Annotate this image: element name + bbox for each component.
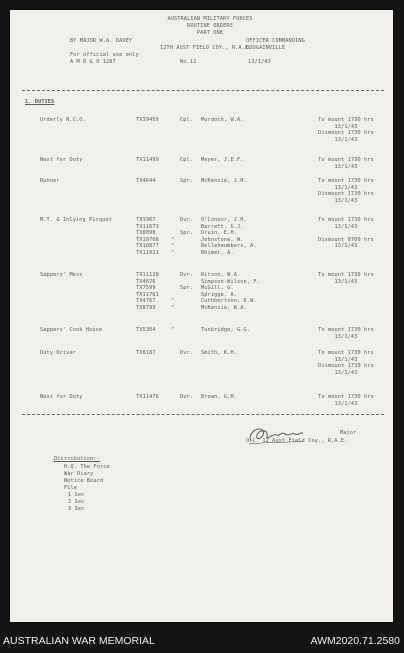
- duty-nums-cell: TX11761: [136, 291, 159, 298]
- duty-times-column: [306, 157, 386, 170]
- footer-accession: AWM2020.71.2580: [310, 635, 400, 647]
- distribution-item: File: [64, 485, 78, 491]
- duty-names-cell: Cuthbertson, K.W.: [201, 298, 257, 304]
- duty-ranks-column: [180, 350, 193, 357]
- distribution-item: War Diary: [64, 471, 94, 477]
- duty-times-cell: To mount 1730 hrs: [318, 157, 374, 163]
- duty-nums-cell: TX11499: [136, 157, 159, 163]
- duty-nums-cell: TX11476: [136, 394, 159, 400]
- duty-names-cell: Johnstone, W.: [201, 236, 244, 243]
- duty-name: Orderly N.C.O.: [40, 117, 86, 123]
- duty-ranks-column: [180, 117, 193, 124]
- signature-icon: [245, 423, 305, 449]
- duty-ranks-cell: Spr.: [180, 230, 194, 236]
- duty-names-column: [201, 157, 244, 164]
- duty-names-cell: Barrett, G.J.: [201, 223, 244, 230]
- duty-nums-cell: TX8898: [136, 230, 156, 236]
- header-by-line: BY MAJOR W.A. DAVEY: [70, 38, 133, 44]
- duty-marks-column: [171, 327, 174, 334]
- duty-nums-cell: TX11673: [136, 223, 159, 230]
- duty-times-cell: 13/1/43: [334, 243, 358, 249]
- duty-names-cell: Sprigge, A.: [201, 291, 238, 298]
- duty-names-column: [201, 327, 250, 334]
- duty-name: Duty Driver: [40, 350, 77, 356]
- duty-nums-cell: TX10877: [136, 243, 159, 249]
- duty-ranks-cell: Dvr.: [180, 272, 194, 278]
- duty-times-cell: 13/1/43: [334, 136, 358, 143]
- duty-names-column: [201, 117, 244, 124]
- duty-nums-cell: TX4644: [136, 178, 156, 184]
- distribution-item: 1 Sec: [68, 492, 85, 498]
- duty-times-cell: 13/1/43: [334, 163, 358, 170]
- duty-ranks-cell: Dvr.: [180, 394, 194, 400]
- duty-ranks-cell: [180, 305, 193, 312]
- duty-times-cell: Dismount 0700 hrs: [318, 236, 374, 243]
- duty-times-cell: 13/1/43: [334, 369, 358, 376]
- duty-names-cell: Rhimer, A.: [201, 249, 234, 256]
- duty-names-cell: Tunbridge, G.G.: [201, 327, 251, 333]
- duty-nums-column: [136, 350, 156, 357]
- section-title: 1. DUTIES: [25, 99, 55, 105]
- header-date: 13/1/43: [248, 59, 271, 65]
- duty-marks-column: [171, 272, 174, 311]
- duty-marks-column: [171, 217, 174, 256]
- duty-nums-cell: TX39459: [136, 117, 159, 123]
- duty-times-cell: 13/1/43: [334, 223, 358, 230]
- duty-names-cell: Ritson, W.A.: [201, 272, 241, 278]
- duty-times-cell: 13/1/43: [334, 197, 358, 204]
- duty-times-cell: Dismount 1730 hrs: [318, 363, 374, 369]
- duty-times-cell: Dismount 1730 hrs: [318, 130, 374, 136]
- duty-nums-cell: TX7599: [136, 285, 156, 291]
- duty-names-cell: Murdoch, W.A.: [201, 117, 244, 123]
- duty-times-cell: 13/1/43: [334, 184, 358, 191]
- header-by-title: OFFICER COMMANDING: [246, 38, 305, 44]
- duty-names-column: [201, 178, 247, 185]
- duty-ranks-cell: Cpl.: [180, 157, 194, 163]
- header-title: AUSTRALIAN MILITARY FORCES: [167, 16, 253, 22]
- duty-times-cell: 13/1/43: [334, 400, 358, 407]
- duty-ranks-column: [180, 217, 193, 256]
- duty-names-cell: Brown, G.H.: [201, 394, 238, 400]
- duty-times-column: [306, 178, 386, 204]
- duty-times-column: [306, 327, 386, 340]
- duty-times-cell: To mount 1730 hrs: [318, 327, 374, 333]
- footer-source: AUSTRALIAN WAR MEMORIAL: [3, 635, 155, 647]
- duty-name: Next for Duty: [40, 394, 83, 400]
- duty-nums-column: [136, 178, 156, 185]
- duty-nums-cell: TX8799: [136, 304, 156, 311]
- duty-ranks-cell: Spr.: [180, 178, 194, 184]
- duty-times-cell: 13/1/43: [334, 356, 358, 363]
- duty-nums-column: [136, 157, 159, 164]
- duty-names-cell: McKenzie, W.A.: [201, 304, 247, 311]
- duty-names-cell: Smith, K.H.: [201, 350, 238, 356]
- duty-times-cell: To mount 1730 hrs: [318, 350, 374, 356]
- distribution-item: 3 Sec: [68, 506, 85, 512]
- duty-nums-cell: TX1967: [136, 217, 156, 223]
- header-unit: 12TH AUST FIELD COY., R.A.E.: [160, 45, 252, 51]
- duty-name: M.T. & Inlying Picquet: [40, 217, 113, 223]
- duty-ranks-cell: Cpl.: [180, 117, 194, 123]
- duty-names-cell: O'Connor, J.H.: [201, 217, 247, 223]
- duty-names-cell: McKenzie, J.H.: [201, 178, 247, 184]
- duty-names-cell: Belleheumbers, A.: [201, 243, 257, 249]
- duty-names-cell: Simpson-Wilson, F.: [201, 278, 260, 285]
- duty-name: Sappers' Cook House: [40, 327, 103, 333]
- duty-times-cell: 13/1/43: [334, 123, 358, 130]
- divider-bottom: [22, 414, 384, 415]
- duty-nums-column: [136, 117, 159, 124]
- duty-ranks-column: [180, 157, 193, 164]
- duty-times-cell: To mount 1730 hrs: [318, 272, 374, 278]
- document-page: [10, 10, 393, 622]
- duty-times-column: [306, 394, 386, 407]
- divider-top: [22, 90, 384, 91]
- duty-nums-cell: TX11021: [136, 249, 159, 256]
- duty-nums-column: [136, 217, 159, 256]
- duty-ranks-cell: [180, 250, 193, 257]
- duty-names-column: [201, 394, 237, 401]
- duty-marks-cell: ": [171, 327, 175, 333]
- duty-names-cell: Drain, E.H.: [201, 230, 238, 236]
- header-routine-orders: ROUTINE ORDERS: [187, 23, 233, 29]
- duty-names-column: [201, 272, 260, 311]
- duty-times-column: [306, 350, 386, 376]
- duty-ranks-column: [180, 272, 193, 311]
- duty-names-column: [201, 350, 237, 357]
- duty-times-cell: To mount 1730 hrs: [318, 217, 374, 223]
- header-location: BOUGAINVILLE: [246, 45, 286, 51]
- duty-name: Runner: [40, 178, 60, 184]
- duty-marks-cell: ": [171, 298, 175, 304]
- duty-ranks-column: [180, 394, 193, 401]
- duty-name: Sappers' Mess: [40, 272, 83, 278]
- header-amr: A M R & O 1287: [70, 59, 116, 65]
- duty-names-cell: Meyer, J.E.F.: [201, 157, 244, 163]
- signature-title: O.C. 12 Aust Field Coy., R.A.E.: [246, 438, 348, 444]
- duty-nums-cell: TX10708: [136, 236, 159, 243]
- duty-marks-cell: ": [171, 304, 175, 311]
- duty-marks-cell: ": [171, 243, 175, 249]
- duty-ranks-cell: Spr.: [180, 285, 194, 291]
- duty-nums-column: [136, 327, 156, 334]
- duty-times-cell: To mount 1730 hrs: [318, 394, 374, 400]
- header-number: No.12: [180, 59, 197, 65]
- header-part: PART ONE: [196, 30, 224, 36]
- duty-names-column: [201, 217, 257, 256]
- duty-times-cell: To mount 1730 hrs: [318, 178, 374, 184]
- duty-marks-cell: ": [171, 249, 175, 256]
- duty-names-cell: McGill, G.: [201, 285, 234, 291]
- duty-nums-cell: TX8187: [136, 350, 156, 356]
- distribution-title: Distribution:-: [54, 456, 100, 462]
- distribution-item: H.Q. The Force: [64, 464, 110, 470]
- distribution-item: 2 Sec: [68, 499, 85, 505]
- duty-ranks-column: [180, 178, 193, 185]
- duty-nums-cell: TX11128: [136, 272, 159, 278]
- signature-rank: Major: [340, 430, 357, 436]
- duty-nums-column: [136, 394, 159, 401]
- duty-name: Next for Duty: [40, 157, 83, 163]
- duty-ranks-cell: Dvr.: [180, 217, 194, 223]
- duty-times-cell: 13/1/43: [334, 278, 358, 285]
- duty-times-cell: Dismount 1730 hrs: [318, 191, 374, 197]
- duty-ranks-cell: Dvr.: [180, 350, 194, 356]
- duty-times-column: [306, 217, 386, 250]
- footer-bar: [0, 626, 404, 653]
- duty-nums-cell: TX4767: [136, 298, 156, 304]
- duty-nums-column: [136, 272, 159, 311]
- duty-nums-cell: TX4676: [136, 278, 156, 285]
- duty-times-cell: To mount 1730 hrs: [318, 117, 374, 123]
- duty-nums-cell: TX5304: [136, 327, 156, 333]
- duty-times-column: [306, 272, 386, 285]
- duty-times-column: [306, 117, 386, 143]
- distribution-item: Notice Board: [64, 478, 104, 484]
- duty-marks-cell: ": [171, 236, 175, 243]
- header-official-use: For official use only: [70, 52, 139, 58]
- duty-times-cell: 13/1/43: [334, 333, 358, 340]
